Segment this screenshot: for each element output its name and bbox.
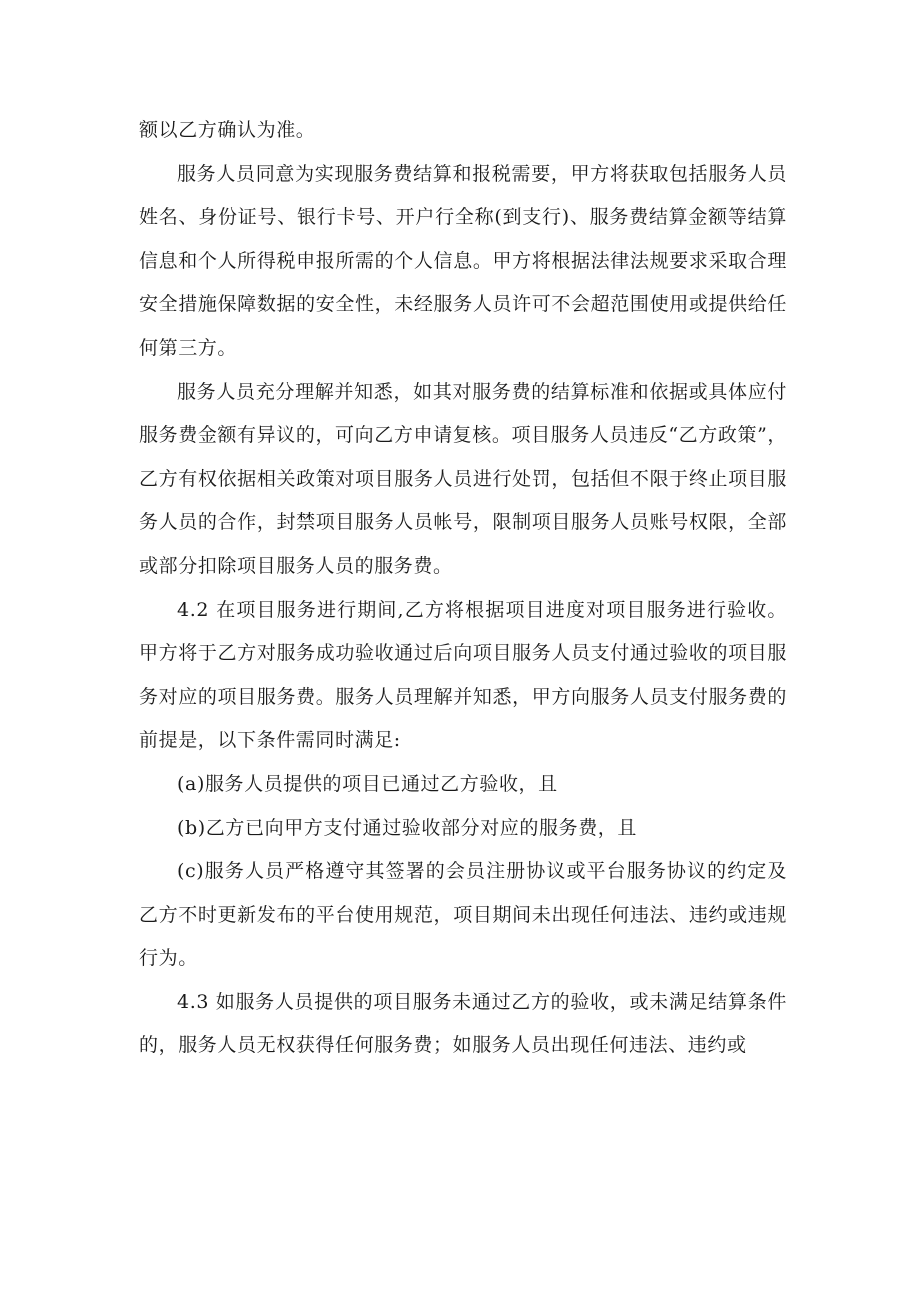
document-body (139, 109, 787, 1068)
paragraph-review-penalty: 服务人员充分理解并知悉，如其对服务费的结算标准和依据或具体应付服务费金额有异议的，可向乙方申请复核。项目服务人员违反“乙方政策”，乙方有权依据相关政策对项目服务人员进行处罚，包括但不限于终止项目服务人员的合作，封禁项目服务人员帐号，限制项目服务人员账号权限，全部或部分扣除项目服务人员的服务费。 (139, 380, 787, 577)
paragraph-personal-info: 服务人员同意为实现服务费结算和报税需要，甲方将获取包括服务人员姓名、身份证号、银行卡号、开户行全称(到支行)、服务费结算金额等结算信息和个人所得税申报所需的个人信息。甲方将根据法律法规要求采取合理安全措施保障数据的安全性，未经服务人员许可不会超范围使用或提供给任何第三方。 (139, 162, 787, 359)
paragraph-clause-4-3: 4.3 如服务人员提供的项目服务未通过乙方的验收，或未满足结算条件的，服务人员无权获得任何服务费；如服务人员出现任何违法、违约或 (139, 990, 787, 1057)
paragraph-continuation: 额以乙方确认为准。 (139, 119, 316, 141)
paragraph-condition-a: (a)服务人员提供的项目已通过乙方验收，且 (177, 772, 558, 795)
paragraph-condition-c: (c)服务人员严格遵守其签署的会员注册协议或平台服务协议的约定及乙方不时更新发布的平台使用规范，项目期间未出现任何违法、违约或违规行为。 (139, 860, 787, 970)
paragraph-clause-4-2: 4.2 在项目服务进行期间,乙方将根据项目进度对项目服务进行验收。甲方将于乙方对服务成功验收通过后向项目服务人员支付通过验收的项目服务对应的项目服务费。服务人员理解并知悉，甲方向服务人员支付服务费的前提是，以下条件需同时满足: (139, 598, 787, 752)
paragraph-condition-b: (b)乙方已向甲方支付通过验收部分对应的服务费，且 (177, 816, 637, 839)
